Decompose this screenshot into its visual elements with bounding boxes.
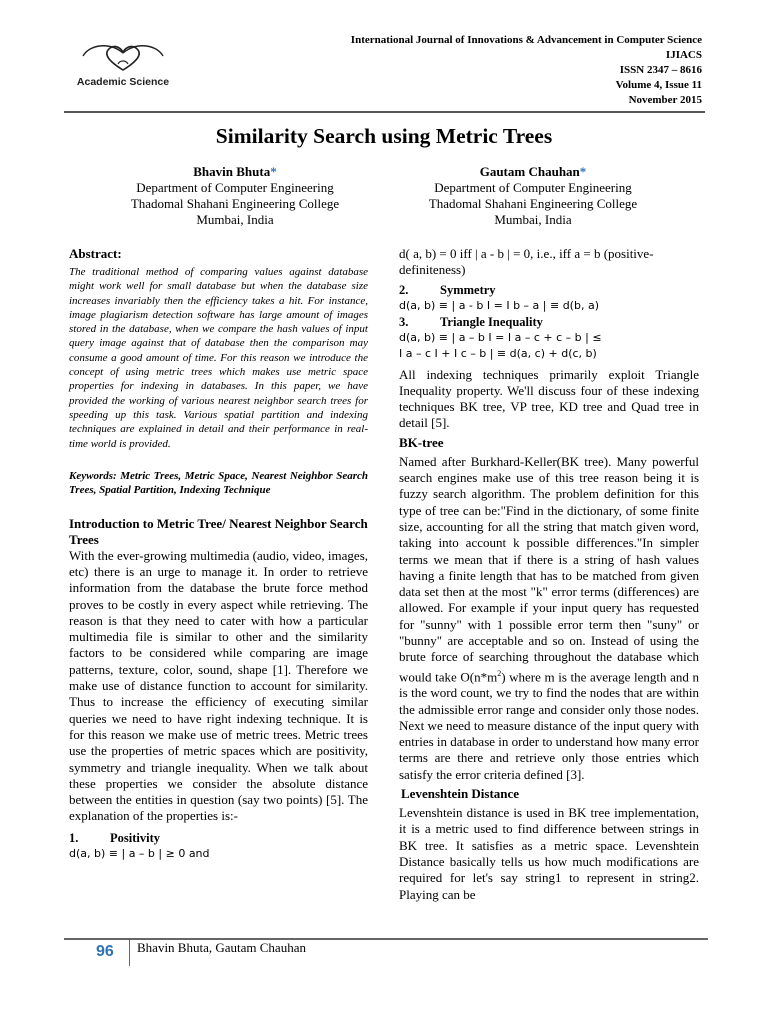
author-name: Bhavin Bhuta*: [193, 164, 277, 179]
author-city: Mumbai, India: [494, 212, 572, 227]
paper-title: Similarity Search using Metric Trees: [215, 124, 553, 148]
right-column: [399, 246, 699, 906]
left-column: [69, 246, 368, 862]
definiteness-text: d( a, b) = 0 iff | a - b | = 0, i.e., iff a = b (positive-definiteness): [399, 246, 654, 278]
property-heading-positivity: 1. Positivity: [69, 830, 160, 845]
formula-symmetry: d(a, b) ≡ | a - b I = I b – a | ≡ d(b, a): [399, 298, 599, 312]
section-heading: Introduction to Metric Tree/ Nearest Neighbor Search Trees: [69, 516, 368, 548]
footer-authors: Bhavin Bhuta, Gautam Chauhan: [137, 940, 306, 955]
formula-positivity: d(a, b) ≡ | a – b | ≥ 0 and: [69, 846, 210, 860]
author-city: Mumbai, India: [196, 212, 274, 227]
author-block: [85, 164, 385, 228]
property-heading-symmetry: 2. Symmetry: [399, 282, 496, 297]
page-number: 96: [96, 943, 114, 960]
header-rule: [64, 111, 705, 113]
journal-header: [351, 33, 702, 108]
property-heading-triangle: 3. Triangle Inequality: [399, 314, 543, 329]
indexing-text: All indexing techniques primarily exploit Triangle Inequality property. We'll discuss four of these indexing techniques BK tree, VP tree, KD tree and Quad tree in detail [5].: [399, 366, 699, 431]
logo-text: Academic Science: [76, 76, 170, 88]
journal-logo: [58, 40, 188, 92]
journal-issn: ISSN 2347 – 8616: [619, 64, 702, 76]
bk-tree-text: Named after Burkhard-Keller(BK tree). Many powerful search engines make use of this tree reason being it is fuzzy search algorithm. The problem definition for this type of tree can be:"Find in the dictionary, of some finite size, accounting for all the string that match given word, taking into account k possible differences."In simpler terms we mean that if there is a string of hash values having a finite length that has to be matched from given data set then at the most "k" error terms (differences) are allowed. For example if your input query has requested for "sunny" with 1 possible error term then "suny" or "bunny" are acceptable and so on. Instead of using the brute force of searching throughout the database which would take $O(n*m^2)$ where m is the average length and n is the word count, we try to find the nodes that are within the admissible error range and consider only those nodes. Next we need to measure distance of the input query with entries in database in order to understand how many error terms are there and retrieve only those entries which satisfy the error criteria defined [3].: [399, 453, 699, 782]
abstract-text: The traditional method of comparing values against database might work well for small database but when the database size increases invariably then the efficiency takes a hit. For instance, image plagiarism detection software has large amount of images stored in the database, when we compare the hash values of input query image against that of database then the comparison may consume a good amount of time. For this reason we introduce the concept of using metric trees which makes use metric space properties for indexing in databases. In this paper, we have provided the working of various nearest neighbor search trees for speeding up this task. Various spatial partition and indexing techniques are explained in detail and their performance in real-time world is provided.: [69, 266, 368, 450]
journal-date: November 2015: [628, 94, 702, 106]
footer-divider: [129, 938, 130, 966]
author-college: Thadomal Shahani Engineering College: [428, 196, 638, 211]
journal-abbr: IJIACS: [665, 49, 702, 61]
levenshtein-text: Levenshtein distance is used in BK tree implementation, it is a metric used to find difference between strings in BK tree. It satisfies as a metric space. Levenshtein Distance basically tells us how much modifications are required for let's say string1 to represent in string2. Playing can be: [399, 805, 699, 902]
author-college: Thadomal Shahani Engineering College: [130, 196, 340, 211]
formula-triangle-2: I a – c I + I c – b | ≡ d(a, c) + d(c, b): [399, 346, 597, 360]
author-name: Gautam Chauhan*: [479, 164, 587, 179]
author-dept: Department of Computer Engineering: [136, 180, 334, 195]
author-block: [383, 164, 683, 228]
journal-name: International Journal of Innovations & Advancement in Computer Science: [350, 34, 702, 46]
levenshtein-heading: Levenshtein Distance: [401, 786, 520, 802]
abstract-heading: Abstract:: [69, 246, 122, 261]
bk-tree-heading: BK-tree: [399, 434, 444, 450]
keywords: Keywords: Metric Trees, Metric Space, Nearest Neighbor Search Trees, Spatial Partition, Indexing Technique: [69, 469, 368, 497]
formula-triangle-1: d(a, b) ≡ | a – b I = I a – c + c – b | ≤: [399, 330, 602, 344]
journal-volume: Volume 4, Issue 11: [615, 79, 702, 91]
intro-text: With the ever-growing multimedia (audio, video, images, etc) there is an urge to manage it. In order to retrieve information from the database the brute force method proves to be costly in every aspect while retrieving. The reason is that they need to cater with how a particular multimedia file is similar to other and the similarity factors to be considered while comparing are image patterns, texture, color, sound, shape [1]. Therefore we make use of distance function to account for similarity. Thus to increase the efficiency of executing similar queries we need to have right indexing technique. It is for this reason we make use of metric trees. Metric trees use the properties of metric spaces which are positivity, symmetry and triangle inequality. When we talk about these properties we consider the absolute distance between the entities in question (say two points) [5]. The explanation of the properties is:-: [69, 547, 368, 824]
hearts-swirl-icon: [80, 40, 166, 74]
author-dept: Department of Computer Engineering: [434, 180, 632, 195]
